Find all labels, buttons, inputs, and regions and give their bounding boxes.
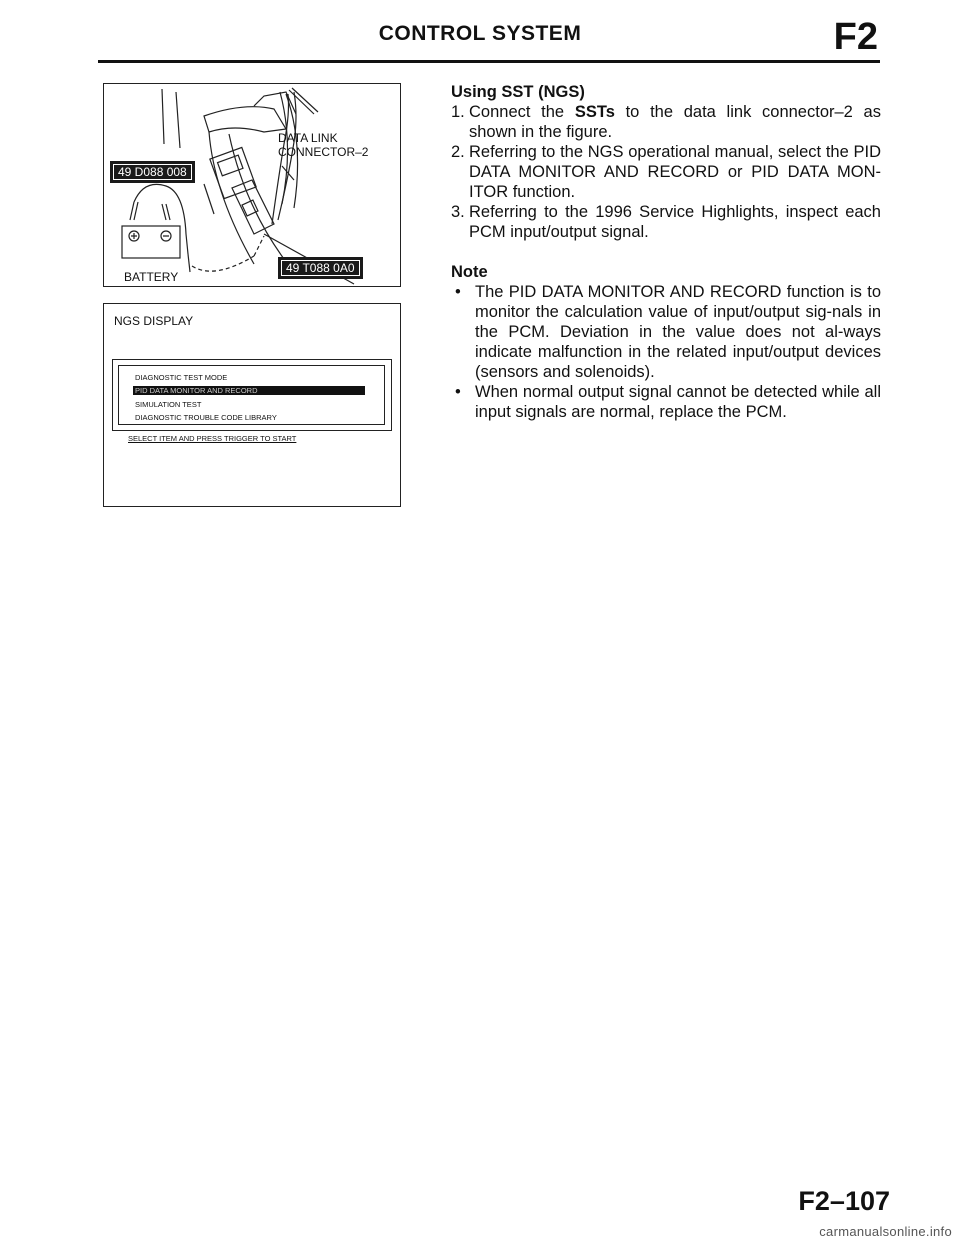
ngs-menu-item-selected: PID DATA MONITOR AND RECORD [133,386,365,395]
note-text: When normal output signal cannot be detected while all input signals are normal, replace the PCM. [475,383,881,421]
bullet-icon: • [455,383,461,401]
step-number: 2. [451,143,465,161]
page-number: F2–107 [798,1186,890,1216]
header-rule [98,60,880,63]
ngs-display-figure [103,303,401,507]
ngs-display-title: NGS DISPLAY [114,314,194,328]
step-text: Referring to the 1996 Service Highlights, inspect each PCM input/output signal. [469,203,881,241]
watermark: carmanualsonline.info [819,1224,952,1239]
battery-label: BATTERY [124,270,179,284]
procedure-text [451,82,881,422]
connector-label: DATA LINK CONNECTOR–2 [278,131,369,159]
page-title: CONTROL SYSTEM [378,22,582,45]
ngs-menu-item: DIAGNOSTIC TROUBLE CODE LIBRARY [135,413,277,422]
section-heading: Using SST (NGS) [451,83,585,101]
step-number: 1. [451,103,465,121]
ngs-menu-item: SIMULATION TEST [135,400,202,409]
note-item [451,382,881,422]
section-code: F2 [833,16,878,58]
tool-badge-right: 49 T088 0A0 [278,257,363,279]
note-title: Note [451,263,488,281]
tool-badge-left: 49 D088 008 [110,161,195,183]
bullet-icon: • [455,283,461,301]
step-number: 3. [451,203,465,221]
connection-figure [103,83,401,287]
ngs-menu-item: DIAGNOSTIC TEST MODE [135,373,228,382]
procedure-step [451,202,881,242]
ngs-screen [112,359,392,431]
note-item [451,282,881,382]
procedure-step [451,142,881,202]
ngs-footer: SELECT ITEM AND PRESS TRIGGER TO START [128,434,297,443]
step-text: Connect the SSTs to the data link connector–2 as shown in the figure. [469,103,881,141]
step-text: Referring to the NGS operational manual, select the PID DATA MONITOR AND RECORD or PID DATA MON-ITOR function. [469,143,881,201]
procedure-step [451,102,881,142]
note-text: The PID DATA MONITOR AND RECORD function is to monitor the calculation value of input/output sig-nals in the PCM. Deviation in the value does not al-ways indicate malfunction in the related input/output devices (sensors and solenoids). [475,283,881,381]
